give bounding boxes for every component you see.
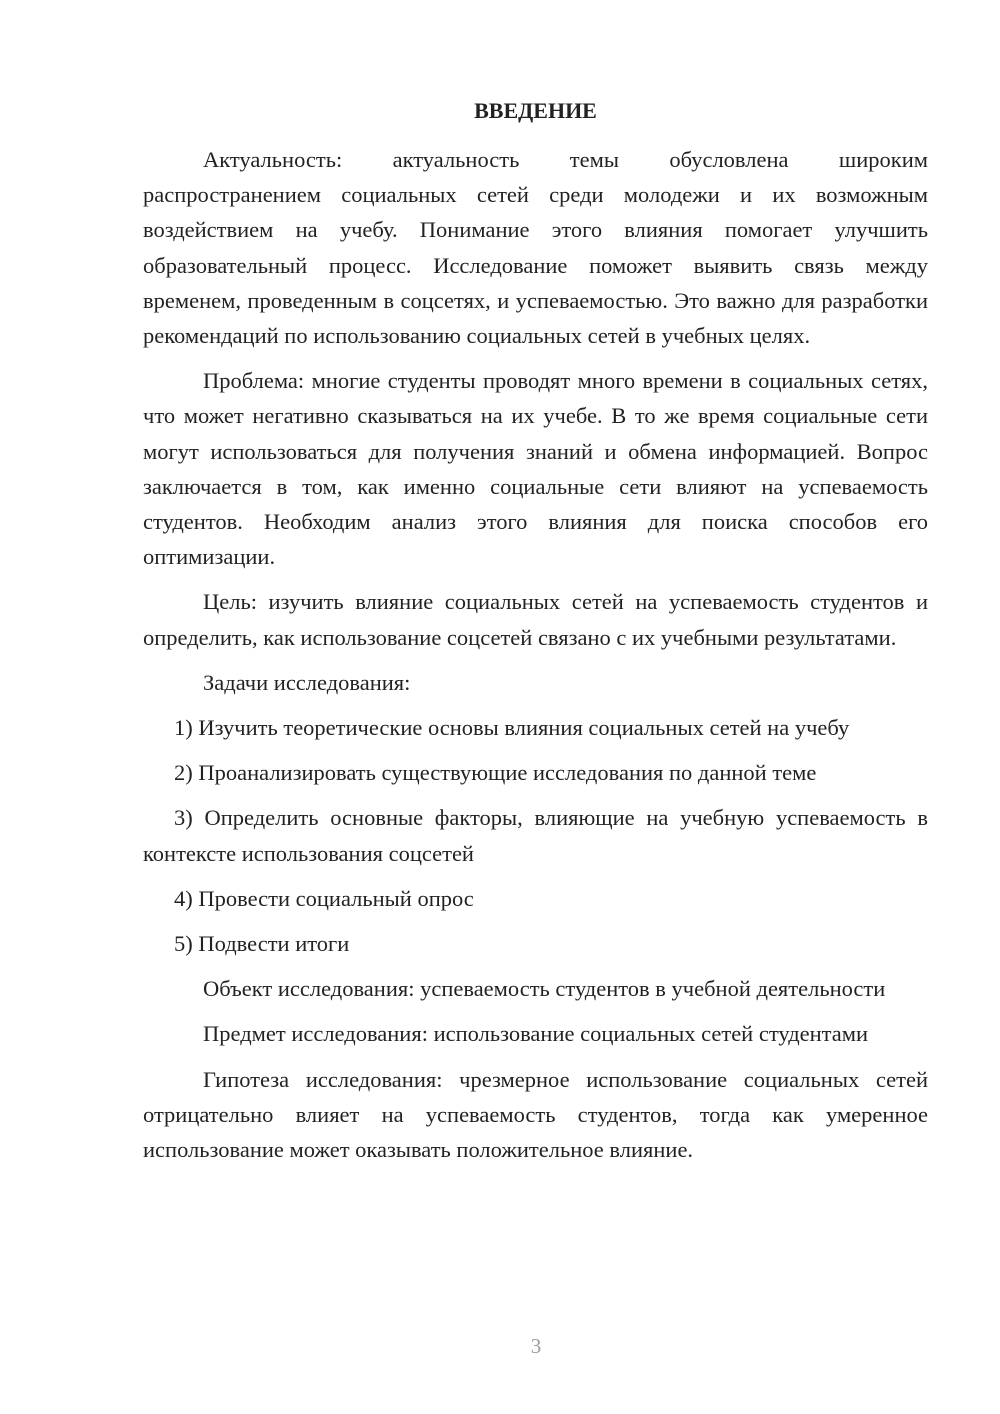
task-item-5: 5) Подвести итоги (174, 931, 350, 957)
relevance-paragraph: Актуальность: актуальность темы обусловлена широким распространением социальных сетей среди молодежи и их возможным воздействием на учебу. Понимание этого влияния помогает улучшить образовательный процесс. Исследование поможет выявить связь между временем, проведенным в соцсетях, и успеваемостью. Это важно для разработки рекомендаций по использованию социальных сетей в учебных целях. (143, 147, 928, 349)
goal-paragraph: Цель: изучить влияние социальных сетей на успеваемость студентов и определить, как использование соцсетей связано с их учебными результатами. (143, 589, 928, 650)
problem-paragraph: Проблема: многие студенты проводят много времени в социальных сетях, что может негативно сказываться на их учебе. В то же время социальные сети могут использоваться для получения знаний и обмена информацией. Вопрос заключается в том, как именно социальные сети влияют на успеваемость студентов. Необходим анализ этого влияния для поиска способов его оптимизации. (143, 368, 928, 570)
task-item-4: 4) Провести социальный опрос (174, 885, 474, 911)
object-paragraph: Объект исследования: успеваемость студентов в учебной деятельности (203, 976, 886, 1002)
task-item-2: 2) Проанализировать существующие исследования по данной теме (174, 760, 817, 786)
task-item-1: 1) Изучить теоретические основы влияния социальных сетей на учебу (174, 715, 850, 741)
hypothesis-paragraph: Гипотеза исследования: чрезмерное использование социальных сетей отрицательно влияет на успеваемость студентов, тогда как умеренное использование может оказывать положительное влияние. (143, 1066, 928, 1163)
document-body (143, 142, 928, 1177)
page-title: ВВЕДЕНИЕ (474, 98, 597, 123)
task-item-3: 3) Определить основные факторы, влияющие на учебную успеваемость в контексте использования соцсетей (143, 805, 928, 866)
subject-paragraph: Предмет исследования: использование социальных сетей студентами (203, 1021, 869, 1047)
tasks-title: Задачи исследования: (203, 669, 411, 695)
page-number: 3 (530, 1334, 542, 1358)
